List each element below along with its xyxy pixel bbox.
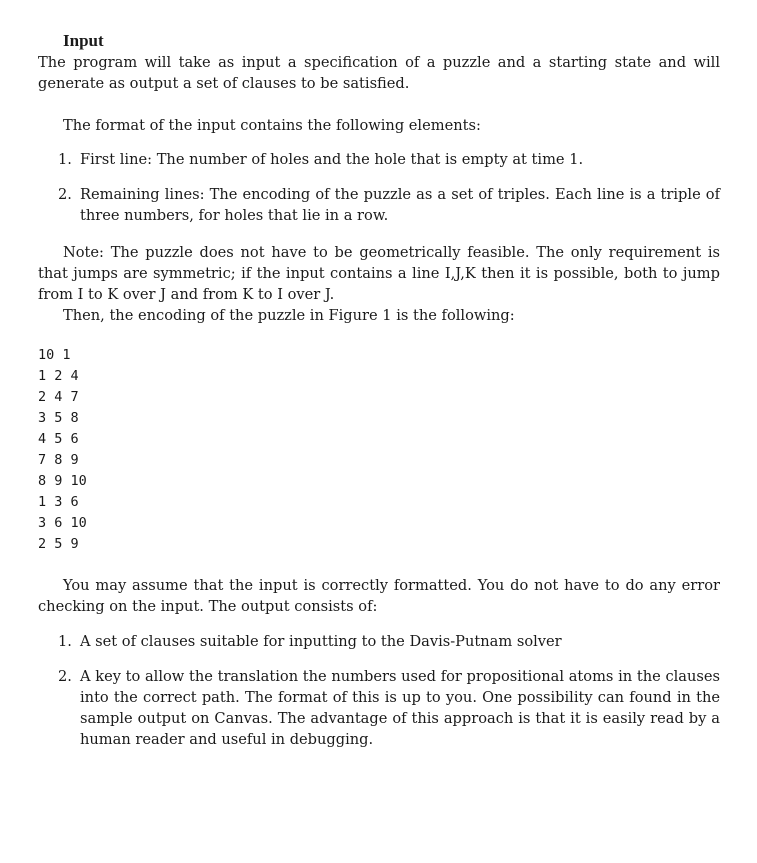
list-item-text: Remaining lines: The encoding of the puzzle as a set of triples. Each line is a triple of three numbers, for holes that lie in a row. xyxy=(80,186,720,224)
list-item xyxy=(38,184,720,226)
code-line: 2 5 9 xyxy=(38,536,79,552)
list-item xyxy=(38,666,720,750)
code-line: 1 3 6 xyxy=(38,494,79,510)
document-page xyxy=(38,30,720,750)
output-intro-paragraph: You may assume that the input is correctly formatted. You do not have to do any error checking on the input. The output consists of: xyxy=(38,577,720,615)
list-item-number: 2. xyxy=(58,186,72,203)
list-item-number: 2. xyxy=(58,668,72,685)
input-format-list xyxy=(38,149,720,226)
format-intro-paragraph: The format of the input contains the following elements: xyxy=(63,117,481,134)
list-item xyxy=(38,149,720,170)
code-line: 4 5 6 xyxy=(38,431,79,447)
code-line: 7 8 9 xyxy=(38,452,79,468)
list-item-text: First line: The number of holes and the hole that is empty at time 1. xyxy=(80,151,584,168)
code-line: 1 2 4 xyxy=(38,368,79,384)
intro-paragraph: The program will take as input a specification of a puzzle and a starting state and will generate as output a set of clauses to be satisfied. xyxy=(38,54,720,92)
code-line: 3 6 10 xyxy=(38,515,87,531)
code-line: 3 5 8 xyxy=(38,410,79,426)
output-list xyxy=(38,631,720,750)
encoding-code-block xyxy=(38,345,720,555)
list-item-number: 1. xyxy=(58,151,72,168)
code-line: 8 9 10 xyxy=(38,473,87,489)
list-item xyxy=(38,631,720,652)
list-item-text: A key to allow the translation the numbers used for propositional atoms in the clauses into the correct path. The format of this is up to you. One possibility can found in the sample output on Canvas. The advantage of this approach is that it is easily read by a human reader and useful in debugging. xyxy=(80,668,720,748)
section-heading: Input xyxy=(63,31,104,50)
encoding-intro-paragraph: Then, the encoding of the puzzle in Figure 1 is the following: xyxy=(63,307,515,324)
code-line: 2 4 7 xyxy=(38,389,79,405)
code-line: 10 1 xyxy=(38,347,71,363)
note-paragraph: Note: The puzzle does not have to be geometrically feasible. The only requirement is that jumps are symmetric; if the input contains a line I,J,K then it is possible, both to jump from I to K over J and from K to I over J. xyxy=(38,244,720,303)
list-item-text: A set of clauses suitable for inputting to the Davis-Putnam solver xyxy=(80,633,562,650)
list-item-number: 1. xyxy=(58,633,72,650)
